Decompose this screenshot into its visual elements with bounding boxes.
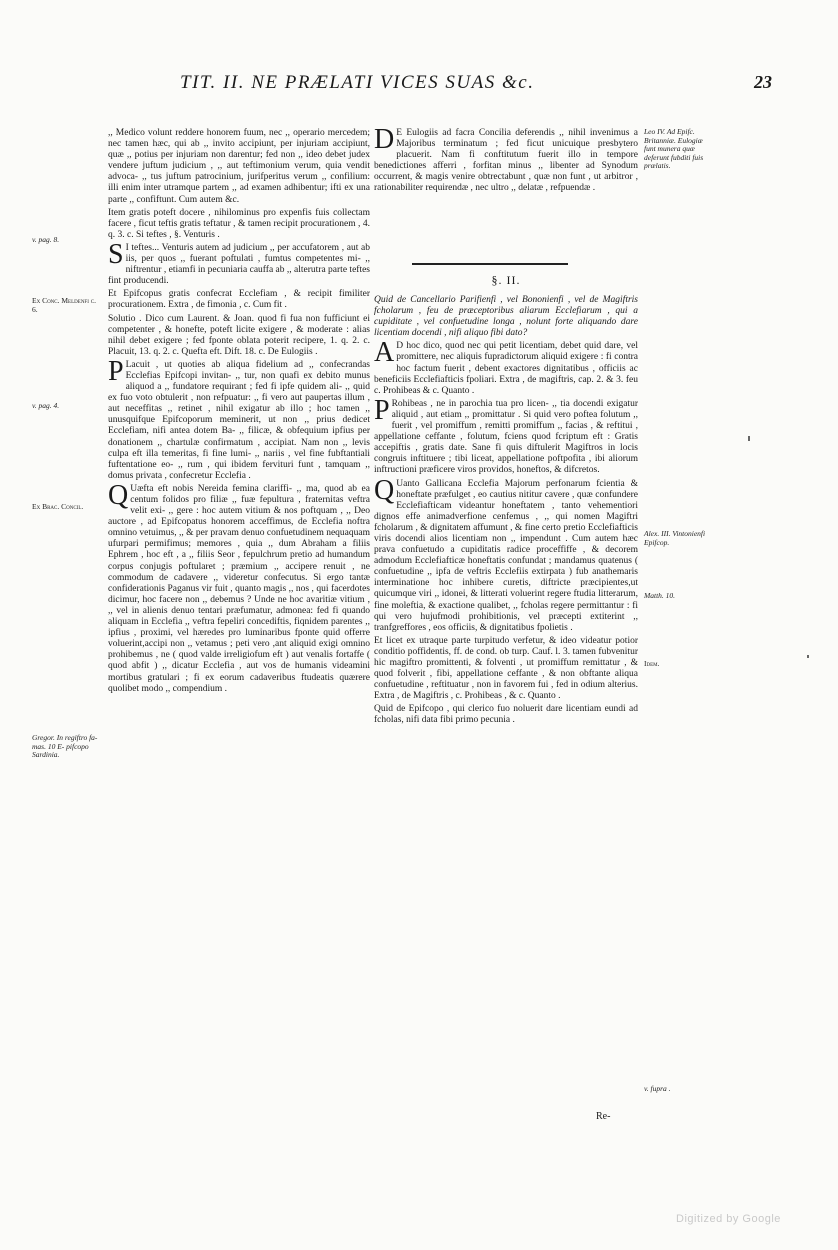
right-paragraph-6: Quid de Epifcopo , qui clerico fuo noluerit dare licentiam eundi ad fcholas, nifi data fibi primo pecunia . [374,704,638,726]
section-title: §. II. [491,273,521,287]
left-paragraph-1: ,, Medico volunt reddere honorem fuum, nec ,, operario mercedem; nec tamen hæc, qui ab ,, invito accipiunt, per injuriam accipiunt, quæ ,, potius per injuriam non darentur; fed non ,, ideo debet judex vendere juftum judicium , ,, aut teftimonium verum, quia vendit advoca- ,, tus juftum patrocinium, jurifperitus verum ,, confilium: illi enim inter utramque partem ,, ad examen adhibentur; ifti ex una parte ,, confiftunt. Cum autem &c. [108,128,370,205]
watermark: Digitized by Google [676,1213,781,1225]
page-speck [748,436,750,441]
running-title: TIT. II. NE PRÆLATI VICES SUAS &c. [180,72,535,93]
left-paragraph-2: Item gratis poteft docere , nihilominus pro expenfis fuis collectam facere , ficut teftis gratis teftatur , & tamen recipit procurationem , 4. q. 3. c. Si teftes , §. Venturis . [108,207,370,240]
drop-cap: Q [374,474,395,506]
catchword: Re- [596,1111,611,1122]
left-paragraph-6: P Lacuit , ut quoties ab aliqua fidelium ad ,, confecrandas Ecclefias Epifcopi invitan- ,, tur, non quafi ex debito munus aliquod a ,, fundatore requirant ; fed fi ipfe quidem ali- ,, quid ex fuo voto obtulerit , non refpuatur: ,, fi vero aut paupertas illum , aut neceffitas ,, retinet , nihil exigatur ab illo ; hoc tamen ,, unusquifque Epifcoporum meminerit, ut non ,, prius dedicet Ecclefiam, nifi antea dotem Ba- ,, filicæ, & obfequium ipfius per donationem ,, chartulæ confirmatum , accipiat. Nam non ,, levis culpa eft illa temeritas, fi fine lumi- ,, nariis , vel fine fubftantiali fuftentatione eo- ,, rum , qui ibidem fervituri funt , tamquam ,, domus privata , confecretur Ecclefia . [108,355,370,481]
right-paragraph-5: Et licet ex utraque parte turpitudo verfetur, & ideo videatur potior conditio poffidentis, ff. de cond. ob turp. Cauf. l. 3. tamen fubvenitur hic magiftro promittenti, & folventi , ut promiffum remittatur , & quod folverit , fibi, appellatione ceffante , & non obftante aliqua confuetudine , reftituatur , non in favorem fui , fed in odium alterius. Extra , de Magiftris , c. Prohibeas , & c. Quanto . [374,635,638,702]
margin-note-left-1: v. pag. 8. [32,235,60,244]
drop-cap: D [374,124,395,155]
margin-note-left-2: Ex Conc. Meldenfi c. 6. [32,296,96,314]
margin-note-right-3: Matth. 10. [644,591,676,600]
right-column-top [374,124,638,197]
drop-cap: P [374,394,390,426]
right-column [374,295,638,729]
margin-note-left-3: v. pag. 4. [32,401,60,410]
page-speck [807,655,809,658]
left-paragraph-5: Solutio . Dico cum Laurent. & Joan. quod fi fua non fufficiunt ei competenter , & honefte, poteft licite exigere , & moderate : alias nihil debet exigere ; fed fponte oblata poterit recipere, 1. q. 2. c. Placuit, 13. q. 2. c. Quefta eft. Dift. 18. c. De Eulogiis . [108,313,370,357]
drop-cap: P [108,355,124,387]
section-rule [412,263,568,265]
page-number: 23 [754,72,772,92]
drop-cap: A [374,337,395,369]
drop-cap: S [108,238,124,270]
left-paragraph-7: Q Uæfta eft nobis Nereida femina clariffi- ,, ma, quod ab ea centum folidos pro filiæ ,, fuæ fepultura , fraternitas veftra velit exi- ,, gere : hoc autem vitium & nos poftquam , ,, Deo auctore , ad Epifcopatus honorem acceffimus, de Ecclefia noftra omnino vetuimus, ,, & per pravam denuo confuetudinem nequaquam ufurpari permifimus; memores , quia ,, dum Abraham a filiis Ephrem , hoc eft , a ,, filiis Seor , fepulchrum pretio ad humandum corpus conjugis poftularet ; præmium ,, accipere renuit , ne commodum de cadavere ,, videretur confecutus. Si ergo tantæ confiderationis Paganus vir fuit , quanto magis ,, nos , qui facerdotes dicimur, hoc facere non ,, debemus ? Unde ne hoc avaritiæ vitium , ,, vel in alienis denuo tentari præfumatur, admonea: fed fi quando aliquam in Ecclefia ,, veftra fepeliri concediftis, fiqnidem parentes ,, ipfius , proximi, vel hæredes pro luminaribus fponte quid offerre voluerint,accipi non ,, vetamus ; peti vero ,ant aliquid exigi omnino prohibemus , ne ( quod valde irreligiofum eft ) aut venalis fortaffe ( quod abfit ) ,, dicatur Ecclefia , aut vos de humanis videamini mortibus gratulari ; fi ex eorum cadaveribus ftudeatis quærere quolibet modo ,, compendium . [108,479,370,694]
section-question: Quid de Cancellario Parifienfi , vel Bononienfi , vel de Magiftris fcholarum , feu de præceptoribus aliarum Ecclefiarum , qui a cupiditate , vel confuetudine longa , nolunt forte aliquando dare licentiam docendi , nifi aliquo fibi dato? [374,295,638,339]
margin-note-left-5: Gregor. In regiftro fa- mas. 10 E- pifcopo Sardinia. [32,733,98,760]
right-paragraph-2: A D hoc dico, quod nec qui petit licentiam, debet quid dare, vel promittere, nec aliquis fupradictorum aliquid exigere : fi contra hoc factum fuerit , debent exactores dignitatibus , officiis ac beneficiis Ecclefiafticis fpoliari. Extra , de magiftris, cap. 2. & 3. feu c. Prohibeas & c. Quanto . [374,337,638,396]
right-paragraph-4: Q Uanto Gallicana Ecclefia Majorum perfonarum fcientia & honeftate præfulget , eo cautius nititur cavere , quæ confundere Ecclefiafticam videantur honeftatem , tanto vehementiori dignos effe animadverfione cenfemus , ,, qui nomen Magiftri fcholarum , & dignitatem affumunt , & fine certo pretio Ecclefiafticis viris docendi alios licentiam non ,, impendunt . Cum autem hæc prava confuetudo a cupiditatis radice proceffiffe , & decorem admodum Ecclefiafticæ honeftatis confundat ; mandamus quatenus ( confuetudine ,, ipfa de veftris Ecclefiis extirpata ) fub anathemaris interminatione hoc inhibere curetis, diftricte præcipientes,ut quicumque viri ,, idonei, & litterati voluerint regere ftudia litterarum, fine moleftia, & exactione qualibet, ,, fcholas regere permittantur : fi qui vero hujufmodi prohibitionis, vel præcepti extiterint ,, tranfgreffores , eos officiis, & dignitatibus fpolietis . [374,474,638,633]
drop-cap: Q [108,479,129,511]
left-column [108,128,370,697]
right-paragraph-1: D E Eulogiis ad facra Concilia deferendis ,, nihil invenimus a Majoribus terminatum ; fed ficut unicuique presbytero placuerit. Nam fi conftitutum fuerit illo in tempore benedictiones afferri , forfitan minus ,, libenter ad Synodum occurrent, & magis venire obtrectabunt , quæ non funt , ut arbitror , rationabiliter requirendæ , nec ultro ,, delatæ , refpuendæ . [374,124,638,194]
margin-note-right-5: v. fupra . [644,1084,671,1093]
margin-note-right-2: Alex. III. Vintonienfi Epifcop. [644,529,706,547]
left-paragraph-3: S I teftes... Venturis autem ad judicium ,, per accufatorem , aut ab iis, per quos ,, fuerant poftulati , fumtus competentes mi- ,, niftrentur , etiamfi in pecuniaria cauffa ab ,, alterutra parte teftes fint producendi. [108,238,370,287]
margin-note-left-4: Ex Brac. Concil. [32,502,84,511]
right-paragraph-3: P Rohibeas , ne in parochia tua pro licen- ,, tia docendi exigatur aliquid , aut etiam ,, promittatur . Si quid vero poftea folutum ,, fuerit , vel promiffum , remitti promiffum ,, facias , & reftitui , appellatione ceffante , folutum, fciens quod fcriptum eft : Gratis accepiftis , gratis date. Sane fi quis diftulerit Magiftros in locis congruis inftituere ; tibi liceat, appellatione poftpofita , ibi aliorum inftructioni præficere viros providos, honeftos, & difcretos. [374,394,638,476]
left-paragraph-4: Et Epifcopus gratis confecrat Ecclefiam , & recipit fimiliter procurationem. Extra , de fimonia , c. Cum fit . [108,289,370,311]
margin-note-right-1: Leo IV. Ad Epifc. Britanniæ. Eulogiæ funt munera quæ deferunt fubditi fuis prælatis. [644,127,704,171]
margin-note-right-4: Idem. [644,659,660,668]
page-header [140,72,780,100]
